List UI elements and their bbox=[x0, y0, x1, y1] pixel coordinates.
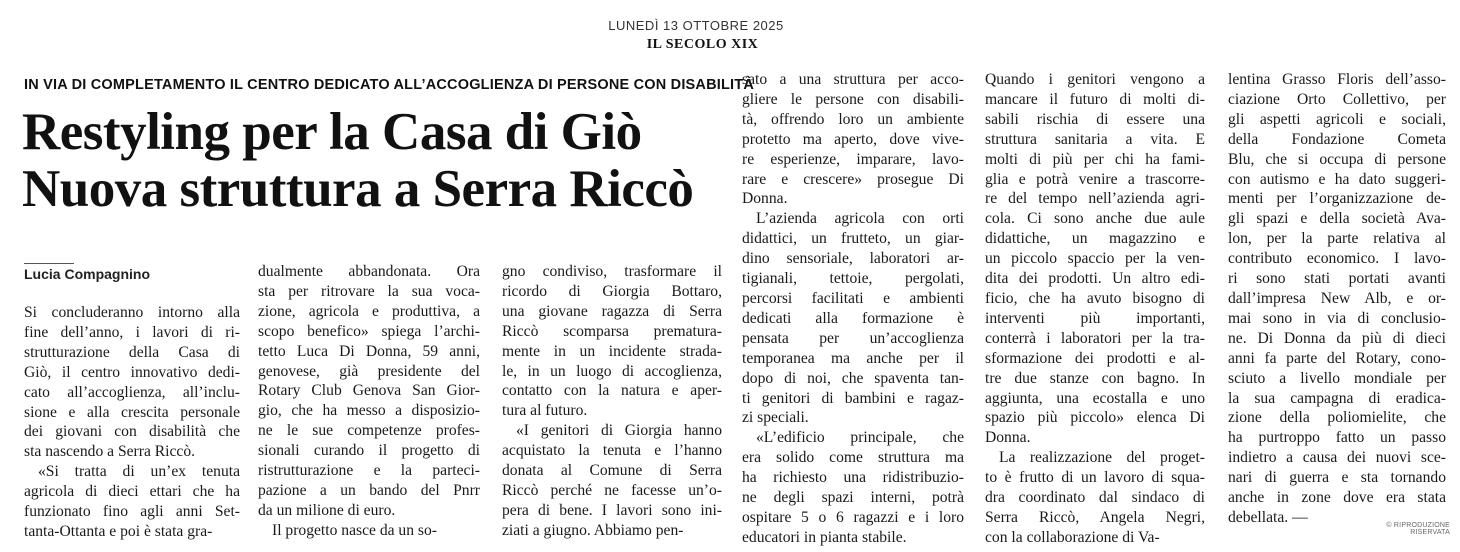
text-line: scopo benefico» spiega l’archi- bbox=[258, 322, 480, 340]
headline-line-1: Restyling per la Casa di Giò bbox=[22, 103, 642, 161]
text-line: debellata. — bbox=[1228, 508, 1308, 526]
text-line: didattiche, un magazzino e bbox=[985, 230, 1205, 248]
text-line: sta nascendo a Serra Riccò. bbox=[24, 443, 196, 461]
text-line: temporanea ma anche per il bbox=[742, 349, 964, 367]
text-line: anche in zone dove era stata bbox=[1228, 489, 1446, 507]
text-line: tigianali, tettoie, pergolati, bbox=[742, 270, 964, 288]
text-line: molti di più per chi ha fami- bbox=[985, 150, 1205, 168]
text-line: re del tempo nell’azienda agri- bbox=[985, 190, 1205, 208]
text-line: Rotary Club Genova San Gior- bbox=[258, 382, 480, 400]
article-column-2 bbox=[258, 262, 480, 541]
text-line: «I genitori di Giorgia hanno bbox=[516, 422, 722, 440]
text-line: struttura sanitaria a vita. E bbox=[985, 130, 1205, 148]
text-line: strutturazione della Casa di bbox=[24, 343, 240, 361]
text-line: interventi più importanti, bbox=[985, 309, 1205, 327]
text-line: «L’edificio principale, che bbox=[756, 429, 964, 447]
text-line: tetto Luca Di Donna, 59 anni, bbox=[258, 342, 480, 360]
text-line: re esperienze, imparare, lavo- bbox=[742, 150, 964, 168]
byline: Lucia Compagnino bbox=[24, 266, 150, 282]
text-line: con la collaborazione di Va- bbox=[985, 528, 1160, 546]
text-line: sato a una struttura per acco- bbox=[742, 71, 964, 88]
text-line: spazio più piccolo» elenca Di bbox=[985, 409, 1205, 427]
text-line: sionali curando il progetto di bbox=[258, 442, 480, 460]
text-line: donata al Comune di Serra bbox=[502, 462, 722, 480]
text-line: lon, per la parte relativa al bbox=[1228, 230, 1446, 248]
text-line: lentina Grasso Floris dell’asso- bbox=[1228, 71, 1446, 88]
headline-line-2: Nuova struttura a Serra Riccò bbox=[22, 160, 694, 218]
text-line: era solido come struttura ma bbox=[742, 449, 964, 467]
text-line: fine dell’anno, i lavori di ri- bbox=[24, 323, 240, 341]
text-line: zi speciali. bbox=[742, 409, 809, 427]
text-line: sciuto a livello mondiale per bbox=[1228, 369, 1446, 387]
newspaper-name: IL SECOLO XIX bbox=[646, 37, 759, 52]
text-line: ficio, che ha avuto bisogno di bbox=[985, 289, 1205, 307]
text-line: pera di bene. I lavori sono ini- bbox=[502, 501, 722, 519]
text-line: anni fa parte del Rotary, cono- bbox=[1228, 349, 1446, 367]
text-line: una giovane ragazza di Serra bbox=[502, 302, 722, 320]
text-line: glia e potrà venire a trascorre- bbox=[985, 170, 1205, 188]
text-line: to è frutto di un lavoro di squa- bbox=[985, 469, 1205, 487]
text-line: Donna. bbox=[985, 429, 1031, 447]
text-line: ne degli spazi interni, potrà bbox=[742, 489, 964, 507]
text-line: protetto ma aperto, dove vive- bbox=[742, 130, 964, 148]
text-line: Quando i genitori vengono a bbox=[985, 71, 1205, 88]
text-line: dopo di noi, che spaventa tan- bbox=[742, 369, 964, 387]
text-line: L’azienda agricola con orti bbox=[756, 210, 964, 228]
text-line: Giò, il centro innovativo dedi- bbox=[24, 363, 240, 381]
text-line: nari di guerra e sta tornando bbox=[1228, 469, 1446, 487]
text-line: agricola di dieci ettari che ha bbox=[24, 483, 240, 501]
text-line: la sua campagna di eradica- bbox=[1228, 389, 1446, 407]
text-line: Serra Riccò, Angela Negri, bbox=[985, 508, 1205, 526]
text-line: dedicati alla formazione è bbox=[742, 309, 964, 327]
text-line: le, in un luogo di accoglienza, bbox=[502, 362, 722, 380]
text-line: un piccolo spaccio per la ven- bbox=[985, 250, 1205, 268]
edition-date: LUNEDÌ 13 OTTOBRE 2025 bbox=[608, 18, 784, 33]
text-line: gliere le persone con disabili- bbox=[742, 90, 964, 108]
text-line: gno condiviso, trasformare il bbox=[502, 263, 722, 280]
text-line: rare e crescere» prosegue Di bbox=[742, 170, 964, 188]
text-line: tà, offrendo loro un ambiente bbox=[742, 110, 964, 128]
text-line: Il progetto nasce da un so- bbox=[272, 521, 437, 539]
text-line: da un milione di euro. bbox=[258, 501, 396, 519]
text-line: tura al futuro. bbox=[502, 402, 588, 420]
text-line: «Si tratta di un’ex tenuta bbox=[38, 463, 240, 481]
text-line: dei giovani con disabilità che bbox=[24, 423, 240, 441]
text-line: funzionato fino agli anni Set- bbox=[24, 503, 240, 521]
text-line: didattici, un frutteto, un giar- bbox=[742, 230, 964, 248]
text-line: La realizzazione del proget- bbox=[999, 449, 1205, 467]
text-line: Si concluderanno intorno alla bbox=[24, 304, 240, 321]
text-line: contatto con la natura e aper- bbox=[502, 382, 722, 400]
text-line: sta per ritrovare la sua voca- bbox=[258, 282, 480, 300]
text-line: cola. Ci sono anche due aule bbox=[985, 210, 1205, 228]
text-line: dualmente abbandonata. Ora bbox=[258, 263, 480, 280]
text-line: sione e alla crescita personale bbox=[24, 403, 240, 421]
copyright-notice: © RIPRODUZIONE RISERVATA bbox=[1386, 522, 1450, 536]
text-line: pensata per un’accoglienza bbox=[742, 329, 964, 347]
text-line: pazione a un bando del Pnrr bbox=[258, 481, 480, 499]
text-line: Riccò perché ne facesse un’o- bbox=[502, 481, 722, 499]
text-line: ciazione Orto Collettivo, per bbox=[1228, 90, 1446, 108]
text-line: menti per l’organizzazione de- bbox=[1228, 190, 1446, 208]
text-line: dino sensoriale, laboratori ar- bbox=[742, 250, 964, 268]
text-line: mai sono in via di conclusio- bbox=[1228, 309, 1446, 327]
text-line: gli spazi e della società Ava- bbox=[1228, 210, 1446, 228]
text-line: mente in un incidente strada- bbox=[502, 342, 722, 360]
text-line: tre due stanze con bagno. In bbox=[985, 369, 1205, 387]
text-line: Riccò scomparsa prematura- bbox=[502, 322, 722, 340]
byline-rule bbox=[24, 263, 74, 264]
text-line: contributo economico. I lavo- bbox=[1228, 250, 1446, 268]
text-line: ne. Di Donna da più di dieci bbox=[1228, 329, 1446, 347]
text-line: aggiunta, una ecostalla e uno bbox=[985, 389, 1205, 407]
text-line: ne le sue competenze profes- bbox=[258, 422, 480, 440]
text-line: ti genitori di bambini e ragaz- bbox=[742, 389, 964, 407]
text-line: percorsi facilitati e ambienti bbox=[742, 289, 964, 307]
text-line: acquistato la tenuta e l’hanno bbox=[502, 442, 722, 460]
text-line: ricordo di Giorgia Bottaro, bbox=[502, 282, 722, 300]
text-line: ristrutturazione e la parteci- bbox=[258, 462, 480, 480]
text-line: cato all’accoglienza, all’inclu- bbox=[24, 383, 240, 401]
article-column-5 bbox=[985, 70, 1205, 548]
article-column-6 bbox=[1228, 70, 1446, 528]
text-line: dra coordinato dal sindaco di bbox=[985, 489, 1205, 507]
text-line: gio, che ha messo a disposizio- bbox=[258, 402, 480, 420]
text-line: ha purtroppo fatto un passo bbox=[1228, 429, 1446, 447]
text-line: ri sono stati portati avanti bbox=[1228, 270, 1446, 288]
text-line: mancare il futuro di molti di- bbox=[985, 90, 1205, 108]
text-line: zione della poliomielite, che bbox=[1228, 409, 1446, 427]
text-line: con autismo e ha dato suggeri- bbox=[1228, 170, 1446, 188]
article-column-1 bbox=[24, 303, 240, 542]
text-line: dita dei prodotti. Un altro edi- bbox=[985, 270, 1205, 288]
text-line: gli aspetti agricoli e sociali, bbox=[1228, 110, 1446, 128]
text-line: zione, agricola e produttiva, a bbox=[258, 302, 480, 320]
text-line: tanta-Ottanta e poi è stata gra- bbox=[24, 522, 213, 540]
text-line: educatori in pianta stabile. bbox=[742, 528, 907, 546]
text-line: ha richiesto una ridistribuzio- bbox=[742, 469, 964, 487]
text-line: conterrà i laboratori per la tra- bbox=[985, 329, 1205, 347]
article-column-4 bbox=[742, 70, 964, 548]
article-kicker: IN VIA DI COMPLETAMENTO IL CENTRO DEDICATO ALL’ACCOGLIENZA DI PERSONE CON DISABILITÀ bbox=[24, 77, 755, 93]
text-line: dall’impresa New Alb, e or- bbox=[1228, 289, 1446, 307]
text-line: della Fondazione Cometa bbox=[1228, 130, 1446, 148]
text-line: sabili rischia di essere una bbox=[985, 110, 1205, 128]
text-line: ziati a giugno. Abbiamo pen- bbox=[502, 521, 684, 539]
text-line: Blu, che si occupa di persone bbox=[1228, 150, 1446, 168]
text-line: indietro a causa dei nuovi sce- bbox=[1228, 449, 1446, 467]
text-line: Donna. bbox=[742, 190, 788, 208]
text-line: ospitare 5 o 6 ragazzi e i loro bbox=[742, 508, 964, 526]
text-line: sformazione dei prodotti e al- bbox=[985, 349, 1205, 367]
text-line: genovese, già presidente del bbox=[258, 362, 480, 380]
article-column-3 bbox=[502, 262, 722, 541]
article-headline bbox=[22, 104, 742, 218]
